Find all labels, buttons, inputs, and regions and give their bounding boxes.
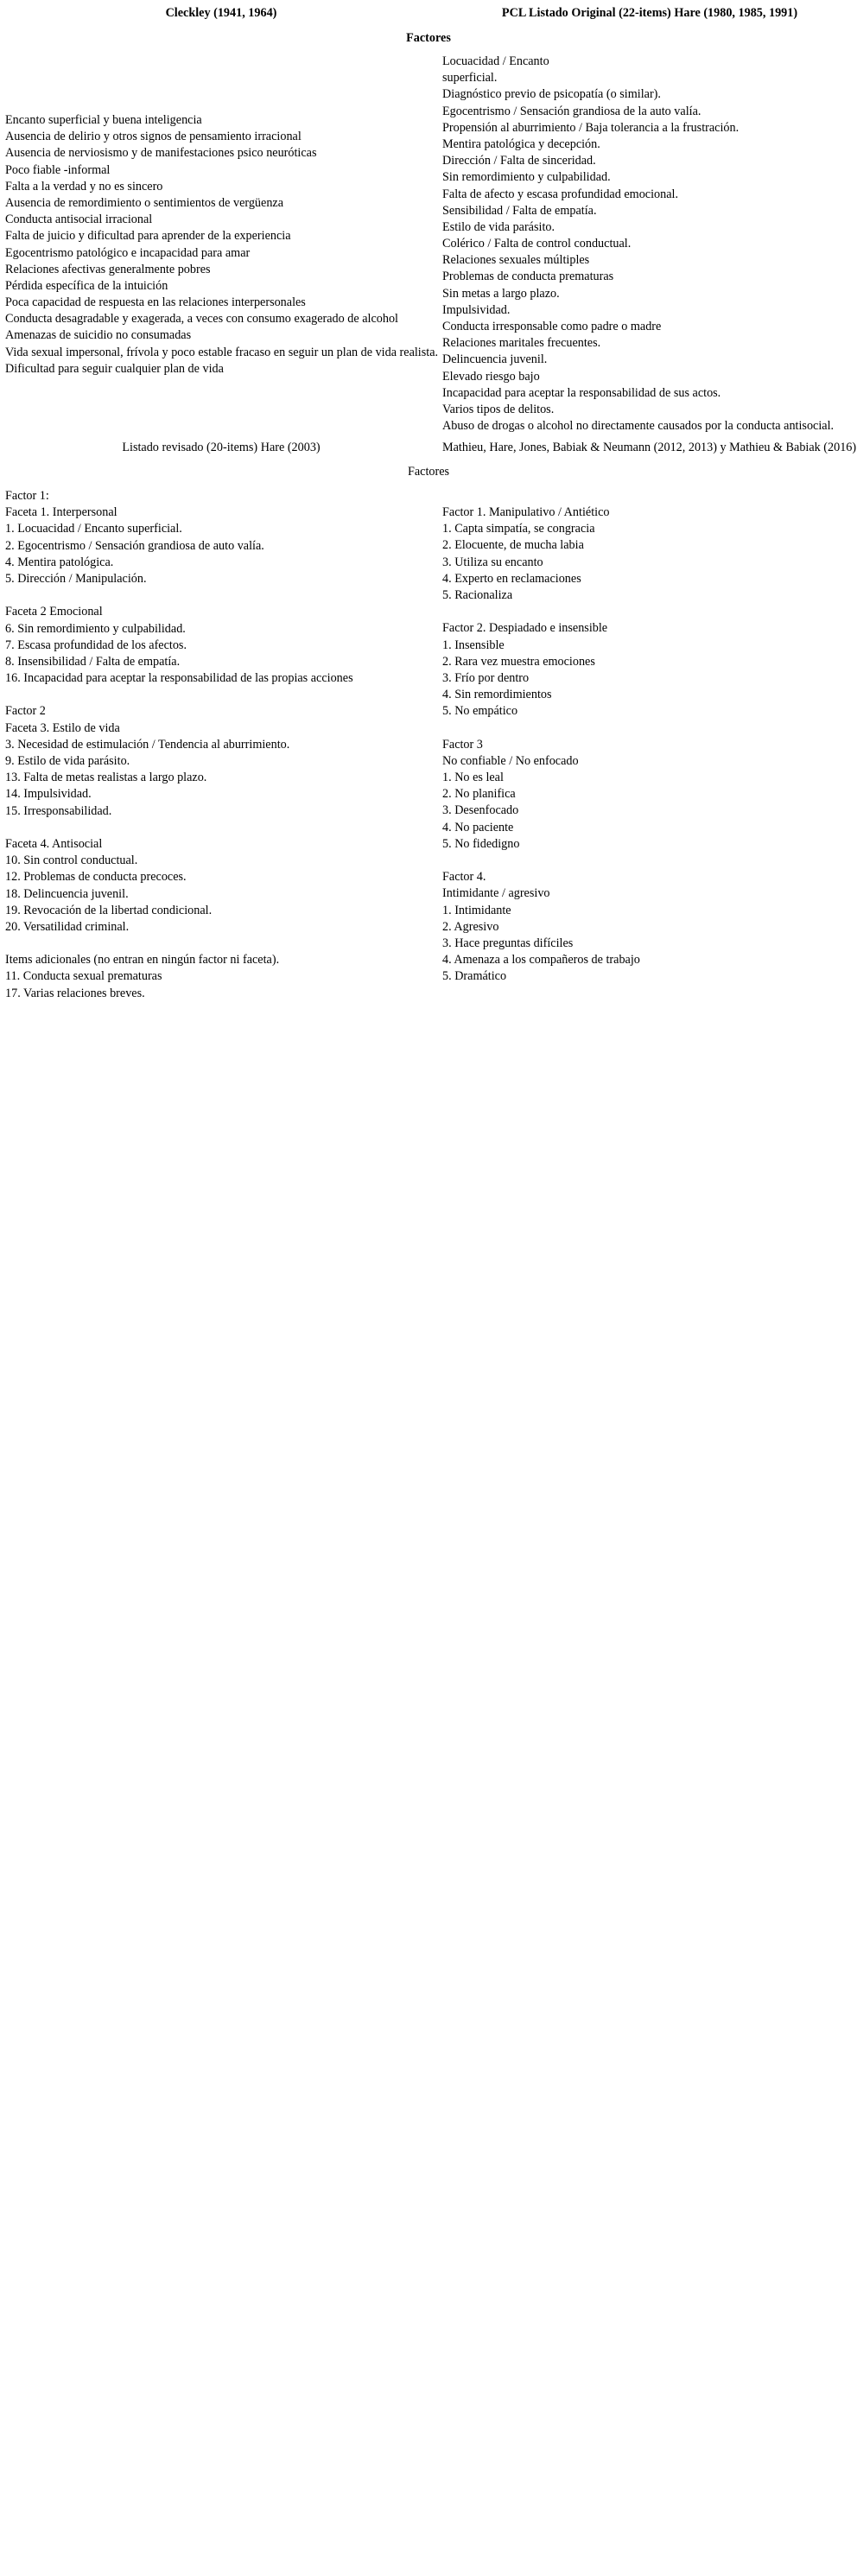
list-item: Locuacidad / Encanto [442, 54, 549, 68]
list-item: 2. Elocuente, de mucha labia [442, 538, 584, 553]
list-item: Abuso de drogas o alcohol no directamente causados por la conducta antisocial. [442, 419, 835, 434]
list-item: Amenazas de suicidio no consumadas [5, 328, 192, 343]
list-item: Poca capacidad de respuesta en las relaciones interpersonales [5, 295, 306, 310]
table2-left-column-header: Listado revisado (20-items) Hare (2003) [122, 441, 321, 454]
table2-left-list [5, 488, 437, 1002]
list-item [442, 604, 854, 620]
list-item: Relaciones sexuales múltiples [442, 253, 590, 268]
list-item: 2. Rara vez muestra emociones [442, 654, 595, 669]
list-item: Factor 2 [5, 704, 46, 719]
list-item: 2. No planifica [442, 787, 516, 802]
list-item: 5. Dirección / Manipulación. [5, 571, 147, 586]
list-item: Intimidante / agresivo [442, 886, 550, 901]
table1-section-label: Factores [406, 31, 451, 45]
table1-left-list [5, 112, 437, 378]
list-item: 1. Capta simpatía, se congracia [442, 522, 595, 536]
list-item [5, 936, 437, 952]
list-item: 4. Mentira patológica. [5, 555, 114, 569]
list-item: Factor 4. [442, 870, 486, 885]
list-item: Factor 1: [5, 489, 49, 503]
list-item: Dificultad para seguir cualquier plan de vida [5, 361, 224, 376]
list-item: 4. Experto en reclamaciones [442, 571, 581, 586]
list-item: Sin remordimiento y culpabilidad. [442, 170, 611, 185]
list-item: 15. Irresponsabilidad. [5, 803, 112, 818]
list-item: Conducta desagradable y exagerada, a veces con consumo exagerado de alcohol [5, 312, 398, 327]
list-item: Egocentrismo patológico e incapacidad para amar [5, 245, 251, 260]
list-item: Relaciones maritales frecuentes. [442, 336, 601, 351]
list-item: 13. Falta de metas realistas a largo plazo. [5, 771, 207, 785]
list-item: Conducta antisocial irracional [5, 213, 153, 227]
list-item [442, 720, 854, 736]
list-item: Elevado riesgo bajo [442, 369, 540, 384]
list-item: Items adicionales (no entran en ningún factor ni faceta). [5, 953, 280, 968]
list-item: 8. Insensibilidad / Falta de empatía. [5, 654, 181, 669]
list-item: Varios tipos de delitos. [442, 402, 555, 416]
list-item: Incapacidad para aceptar la responsabilidad de sus actos. [442, 385, 721, 400]
list-item: Diagnóstico previo de psicopatía (o similar). [442, 87, 661, 102]
list-item: Impulsividad. [442, 302, 511, 317]
list-item: Propensión al aburrimiento / Baja tolerancia a la frustración. [442, 120, 740, 135]
list-item: 1. Locuacidad / Encanto superficial. [5, 522, 182, 536]
table2-right-list [442, 504, 854, 985]
list-item: Faceta 1. Interpersonal [5, 505, 117, 520]
list-item [5, 587, 437, 604]
list-item: 11. Conducta sexual prematuras [5, 969, 162, 984]
list-item: 12. Problemas de conducta precoces. [5, 870, 187, 885]
list-item: Factor 1. Manipulativo / Antiético [442, 505, 610, 519]
list-item: 10. Sin control conductual. [5, 853, 138, 868]
list-item: Relaciones afectivas generalmente pobres [5, 262, 211, 276]
list-item: Problemas de conducta prematuras [442, 270, 614, 284]
list-item: Delincuencia juvenil. [442, 352, 548, 367]
table1-left-column-header: Cleckley (1941, 1964) [165, 6, 277, 20]
list-item: superficial. [442, 71, 498, 86]
list-item: 7. Escasa profundidad de los afectos. [5, 638, 187, 652]
list-item: 3. Hace preguntas difíciles [442, 936, 574, 950]
list-item: Sin metas a largo plazo. [442, 286, 560, 301]
list-item: Factor 3 [442, 737, 483, 752]
list-item: 18. Delincuencia juvenil. [5, 886, 129, 901]
list-item: Sensibilidad / Falta de empatía. [442, 203, 597, 218]
list-item: 4. Amenaza a los compañeros de trabajo [442, 953, 640, 968]
list-item: 4. Sin remordimientos [442, 688, 552, 702]
list-item: Estilo de vida parásito. [442, 219, 555, 234]
list-item [5, 820, 437, 836]
list-item: 3. Frío por dentro [442, 670, 530, 685]
list-item: 14. Impulsividad. [5, 787, 92, 802]
list-item: Faceta 2 Emocional [5, 605, 103, 619]
list-item: Ausencia de remordimiento o sentimientos de vergüenza [5, 195, 284, 210]
list-item: Conducta irresponsable como padre o madre [442, 320, 662, 333]
list-item: 19. Revocación de la libertad condicional. [5, 903, 213, 917]
list-item [442, 853, 854, 869]
list-item: 16. Incapacidad para aceptar la responsabilidad de las propias acciones [5, 671, 353, 686]
table2-right-column-header: Mathieu, Hare, Jones, Babiak & Neumann (2012, 2013) y Mathieu & Babiak (2016) [442, 441, 857, 454]
table2-section-label: Factores [407, 465, 450, 479]
list-item: Egocentrismo / Sensación grandiosa de la auto valía. [442, 104, 701, 118]
list-item: 1. No es leal [442, 771, 504, 784]
list-item: Dirección / Falta de sinceridad. [442, 154, 596, 168]
list-item: Poco fiable -informal [5, 162, 111, 177]
list-item: 20. Versatilidad criminal. [5, 919, 130, 934]
table1-right-column-header: PCL Listado Original (22-items) Hare (1980, 1985, 1991) [501, 6, 798, 20]
list-item: 17. Varias relaciones breves. [5, 986, 145, 1000]
list-item: Falta a la verdad y no es sincero [5, 179, 163, 194]
list-item: 4. No paciente [442, 820, 514, 834]
list-item: Colérico / Falta de control conductual. [442, 237, 632, 251]
list-item: 5. Dramático [442, 969, 507, 984]
list-item: Factor 2. Despiadado e insensible [442, 621, 608, 636]
list-item: Falta de afecto y escasa profundidad emocional. [442, 187, 678, 201]
list-item: Ausencia de nerviosismo y de manifestaciones psico neuróticas [5, 146, 317, 161]
table1-header-row [0, 5, 857, 22]
list-item: Vida sexual impersonal, frívola y poco estable fracaso en seguir un plan de vida realista. [5, 345, 439, 359]
list-item: 3. Necesidad de estimulación / Tendencia al aburrimiento. [5, 737, 290, 752]
list-item: Ausencia de delirio y otros signos de pensamiento irracional [5, 130, 302, 144]
list-item: Falta de juicio y dificultad para aprender de la experiencia [5, 229, 291, 244]
list-item: Mentira patológica y decepción. [442, 136, 600, 151]
list-item: 1. Intimidante [442, 903, 511, 917]
list-item: 6. Sin remordimiento y culpabilidad. [5, 621, 186, 636]
list-item: Faceta 3. Estilo de vida [5, 720, 120, 735]
list-item: Faceta 4. Antisocial [5, 836, 103, 851]
table1-right-list [442, 54, 854, 435]
list-item: 5. No empático [442, 704, 518, 719]
list-item: No confiable / No enfocado [442, 753, 579, 768]
list-item: 5. Racionaliza [442, 587, 513, 602]
list-item: 3. Utiliza su encanto [442, 555, 543, 569]
list-item: 1. Insensible [442, 638, 505, 652]
list-item: 9. Estilo de vida parásito. [5, 754, 130, 768]
list-item: 3. Desenfocado [442, 803, 519, 818]
list-item [5, 687, 437, 703]
list-item: Encanto superficial y buena inteligencia [5, 113, 202, 127]
list-item: 5. No fidedigno [442, 836, 520, 851]
list-item: 2. Egocentrismo / Sensación grandiosa de auto valía. [5, 538, 264, 553]
list-item: Pérdida específica de la intuición [5, 278, 168, 293]
list-item: 2. Agresivo [442, 919, 499, 934]
